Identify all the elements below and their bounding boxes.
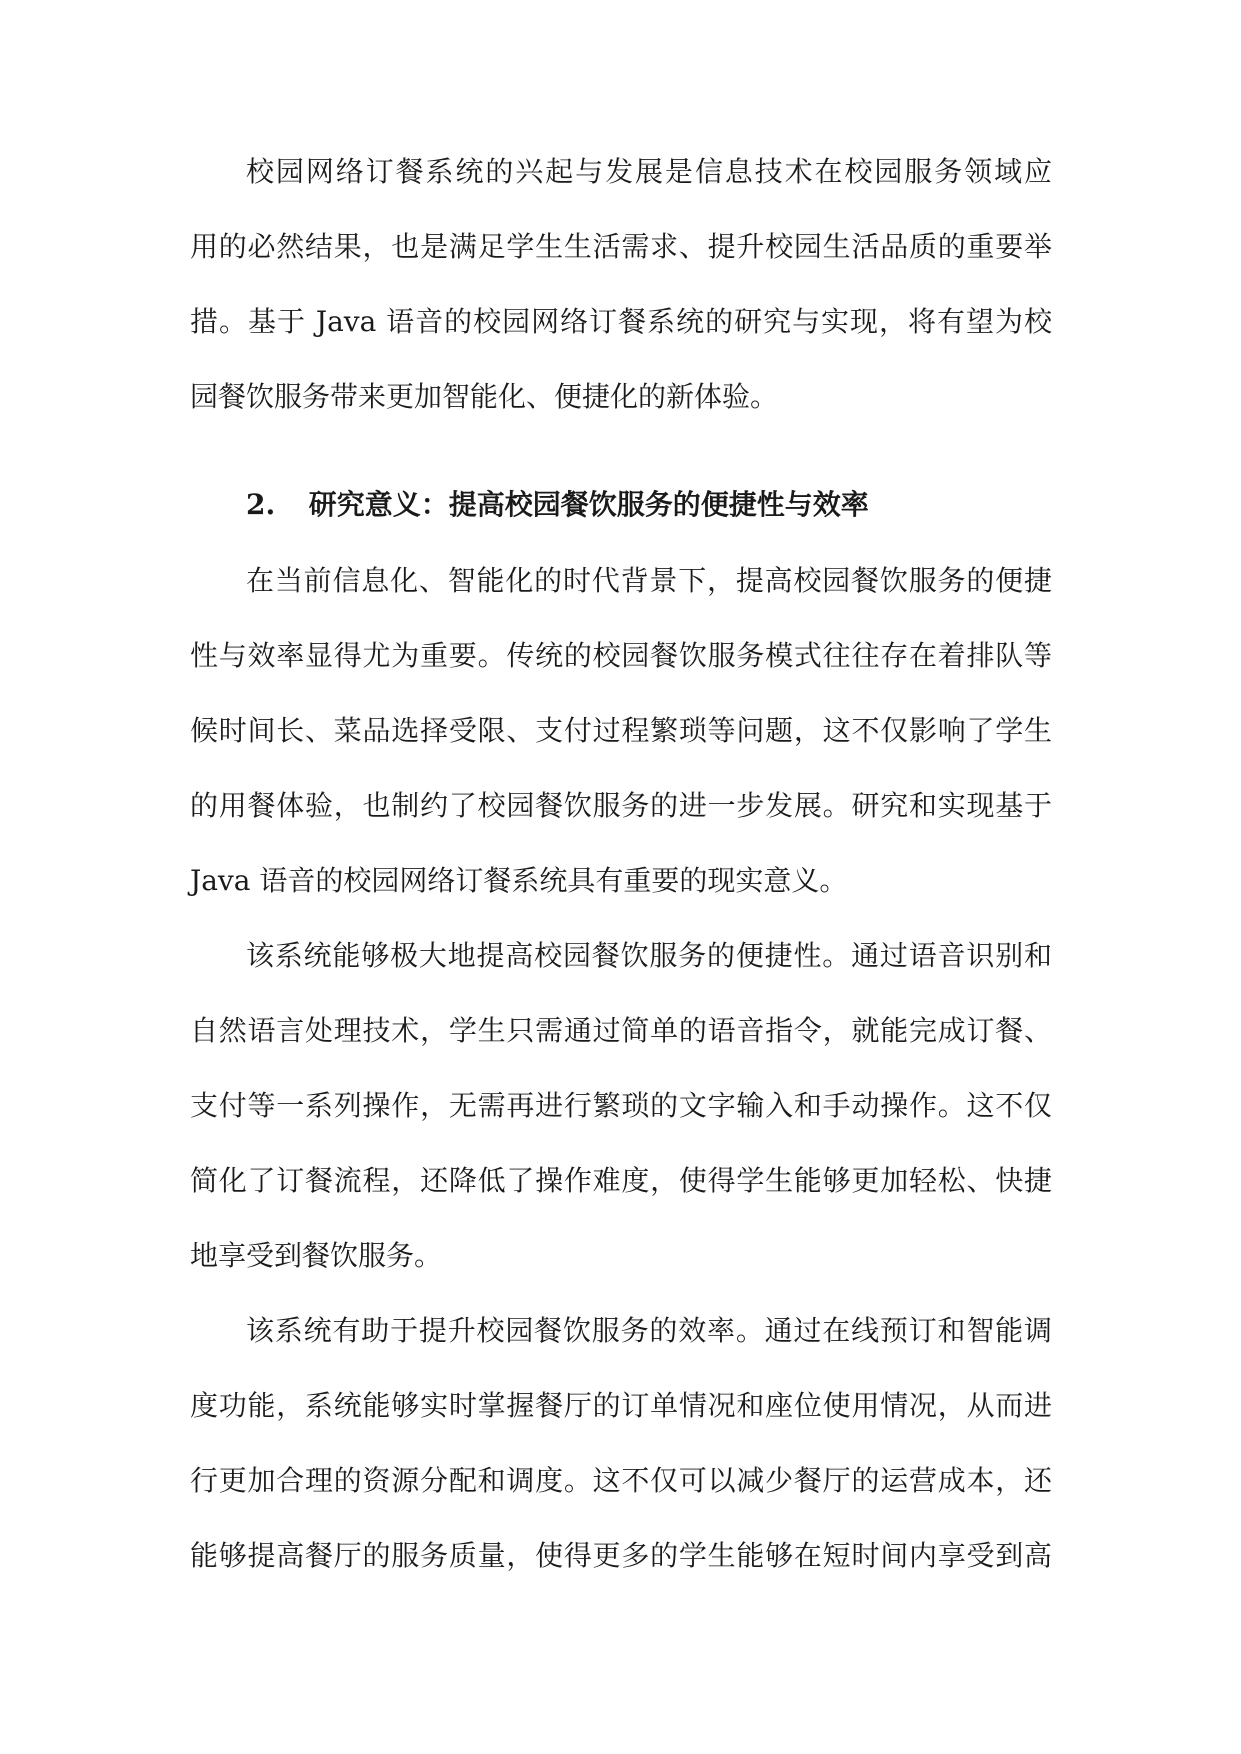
paragraph-3-line-2: 自然语言处理技术，学生只需通过简单的语音指令，就能完成订餐、: [190, 1014, 1052, 1047]
paragraph-4-line-3: 行更加合理的资源分配和调度。这不仅可以减少餐厅的运营成本，还: [190, 1464, 1052, 1497]
paragraph-2-line-3: 候时间长、菜品选择受限、支付过程繁琐等问题，这不仅影响了学生: [190, 714, 1052, 747]
paragraph-3-line-3: 支付等一系列操作，无需再进行繁琐的文字输入和手动操作。这不仅: [190, 1089, 1052, 1122]
paragraph-4-line-4: 能够提高餐厅的服务质量，使得更多的学生能够在短时间内享受到高: [190, 1539, 1052, 1572]
paragraph-2-line-4: 的用餐体验，也制约了校园餐饮服务的进一步发展。研究和实现基于: [190, 789, 1052, 822]
paragraph-3-line-1: 该系统能够极大地提高校园餐饮服务的便捷性。通过语音识别和: [246, 939, 1052, 972]
paragraph-1-line-3: 措。基于 Java 语音的校园网络订餐系统的研究与实现，将有望为校: [190, 305, 1052, 338]
section-heading-title: 研究意义：提高校园餐饮服务的便捷性与效率: [308, 488, 869, 521]
paragraph-1-line-2: 用的必然结果，也是满足学生生活需求、提升校园生活品质的重要举: [190, 230, 1052, 263]
paragraph-1-line-4: 园餐饮服务带来更加智能化、便捷化的新体验。: [190, 380, 779, 413]
paragraph-2-line-5: Java 语音的校园网络订餐系统具有重要的现实意义。: [190, 864, 848, 897]
section-heading-number: 2.: [246, 488, 276, 521]
paragraph-1-line-1: 校园网络订餐系统的兴起与发展是信息技术在校园服务领域应: [246, 155, 1052, 188]
paragraph-2-line-2: 性与效率显得尤为重要。传统的校园餐饮服务模式往往存在着排队等: [190, 639, 1052, 672]
paragraph-4-line-1: 该系统有助于提升校园餐饮服务的效率。通过在线预订和智能调: [246, 1314, 1052, 1347]
paragraph-4-line-2: 度功能，系统能够实时掌握餐厅的订单情况和座位使用情况，从而进: [190, 1389, 1052, 1422]
paragraph-3-line-4: 简化了订餐流程，还降低了操作难度，使得学生能够更加轻松、快捷: [190, 1164, 1052, 1197]
paragraph-2-line-1: 在当前信息化、智能化的时代背景下，提高校园餐饮服务的便捷: [246, 564, 1052, 597]
paragraph-3-line-5: 地享受到餐饮服务。: [190, 1239, 443, 1272]
section-heading: [246, 485, 869, 525]
